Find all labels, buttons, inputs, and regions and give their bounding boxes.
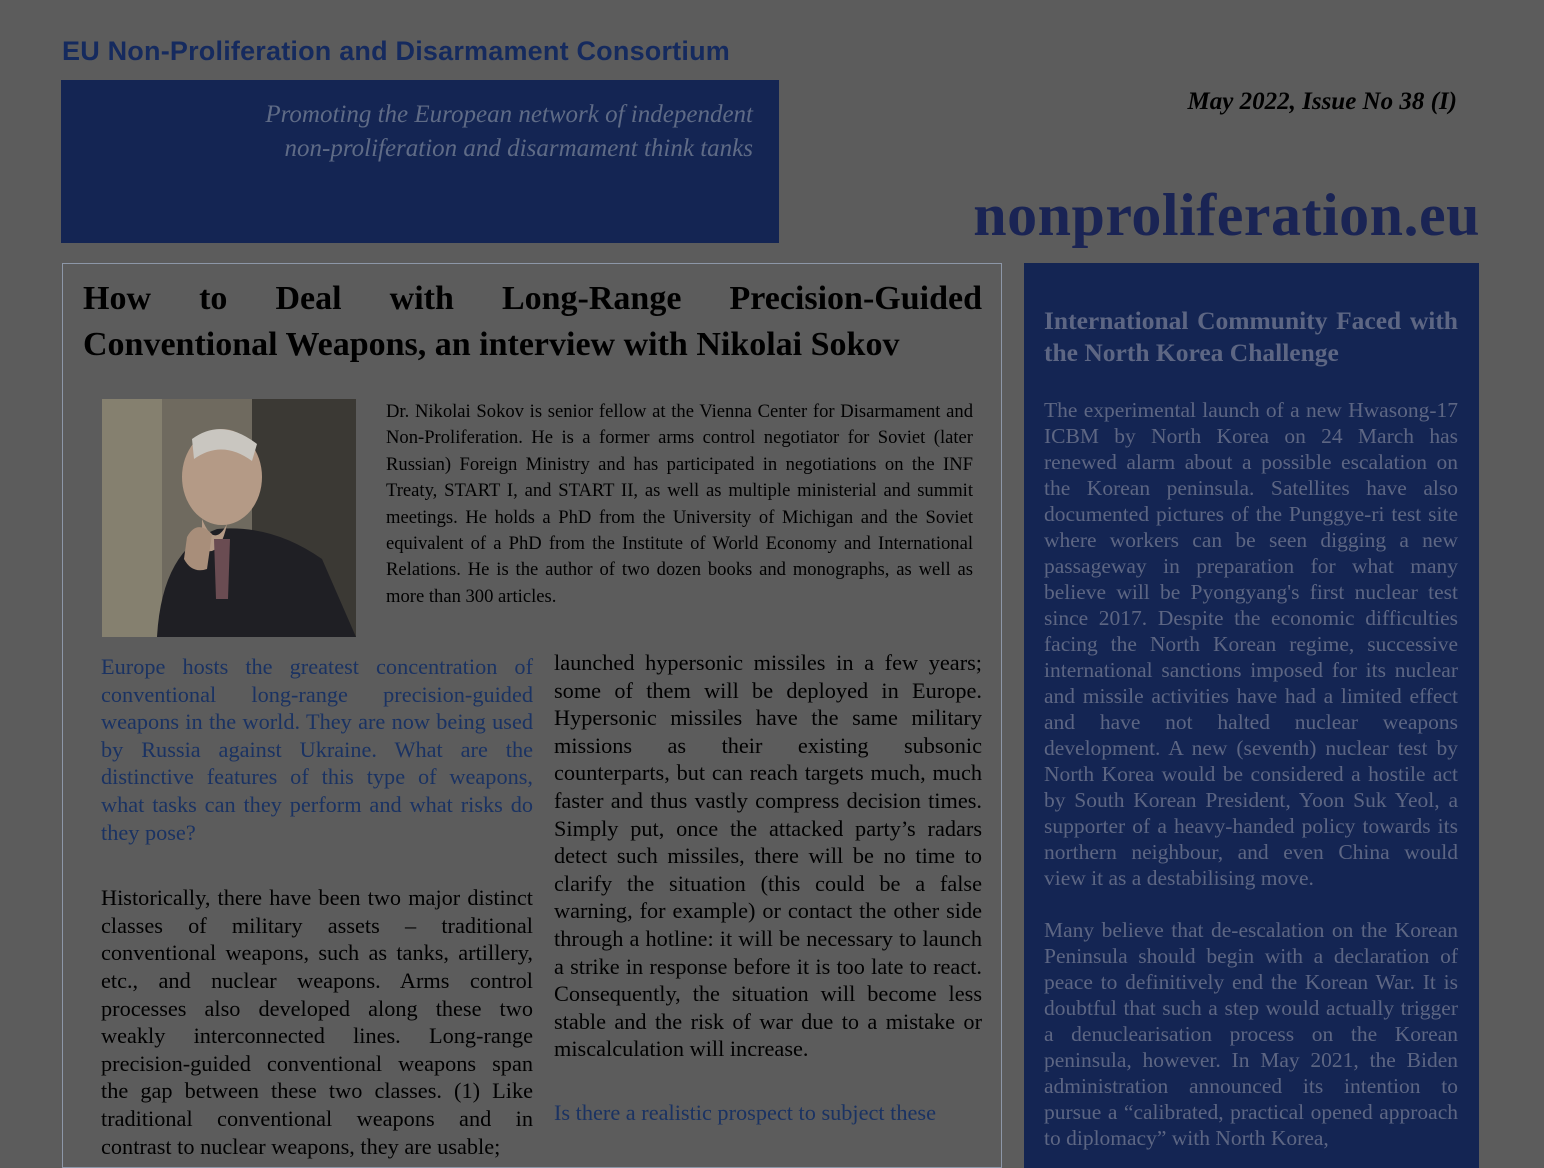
portrait-icon bbox=[102, 399, 356, 637]
issue-label: May 2022, Issue No 38 (I) bbox=[1187, 88, 1457, 115]
consortium-name: EU Non-Proliferation and Disarmament Consortium bbox=[62, 36, 730, 66]
site-logo[interactable]: nonproliferation.eu bbox=[973, 182, 1480, 248]
article-title: How to Deal with Long-Range Precision-Guided Conventional Weapons, an interview with Nikolai Sokov bbox=[83, 280, 982, 363]
sidebar-paragraph: Many believe that de-escalation on the Korean Peninsula should begin with a declaration of peace to definitively end the Korean War. It is doubtful that such a step would actually trigger a denuclearisation process on the Korean peninsula, however. In May 2021, the Biden administration announced its intention to pursue a “calibrated, practical opened approach to diplomacy” with North Korea, bbox=[1044, 918, 1458, 1150]
interview-answer-continued: launched hypersonic missiles in a few years; some of them will be deployed in Europe. Hypersonic missiles have the same military missions as their existing subsonic counterparts, but can reach targets much, much faster and thus vastly compress decision times. Simply put, once the attacked party’s radars detect such missiles, there will be no time to clarify the situation (this could be a false warning, for example) or contact the other side through a hotline: it will be necessary to launch a strike in response before it is too late to react. Consequently, the situation will become less stable and the risk of war due to a mistake or miscalculation will increase. bbox=[554, 650, 982, 1062]
interview-answer: Historically, there have been two major distinct classes of military assets – traditional conventional weapons, such as tanks, artillery, etc., and nuclear weapons. Arms control processes also developed along these two weakly interconnected lines. Long-range precision-guided conventional weapons span the gap between these two classes. (1) Like traditional conventional weapons and in contrast to nuclear weapons, they are usable; bbox=[101, 885, 533, 1159]
interview-question: Europe hosts the greatest concentration of conventional long-range precision-guided weapons in the world. They are now being used by Russia against Ukraine. What are the distinctive features of this type of weapons, what tasks can they perform and what risks do they pose? bbox=[101, 654, 533, 845]
main-article bbox=[62, 263, 1002, 1168]
article-column-left bbox=[101, 653, 533, 1160]
author-bio: Dr. Nikolai Sokov is senior fellow at the Vienna Center for Disarmament and Non-Proliferation. He is a former arms control negotiator for Soviet (later Russian) Foreign Ministry and has participated in negotiations on the INF Treaty, START I, and START II, as well as multiple ministerial and summit meetings. He holds a PhD from the University of Michigan and the Soviet equivalent of a PhD from the Institute of World Economy and International Relations. He is the author of two dozen books and monographs, as well as more than 300 articles. bbox=[386, 401, 973, 607]
sidebar-title: International Community Faced with the North Korea Challenge bbox=[1044, 306, 1458, 367]
article-column-right bbox=[554, 649, 982, 1127]
sidebar-article bbox=[1024, 263, 1479, 1168]
sidebar-paragraph: The experimental launch of a new Hwasong-17 ICBM by North Korea on 24 March has renewed alarm about a possible escalation on the Korean peninsula. Satellites have also documented pictures of the Punggye-ri test site where workers can be seen digging a new passageway in preparation for what many believe will be Pyongyang's first nuclear test since 2017. Despite the economic difficulties facing the North Korean regime, successive international sanctions imposed for its nuclear and missile activities have had a limited effect and have not halted nuclear weapons development. A new (seventh) nuclear test by North Korea would be considered a hostile act by South Korean President, Yoon Suk Yeol, a supporter of a heavy-handed policy towards its northern neighbour, and even China would view it as a destabilising move. bbox=[1044, 398, 1458, 890]
tagline-banner bbox=[61, 80, 779, 243]
tagline-line-1: Promoting the European network of independent bbox=[265, 101, 753, 128]
sidebar-body bbox=[1044, 397, 1458, 1151]
interview-question-2: Is there a realistic prospect to subject these bbox=[554, 1099, 936, 1125]
tagline-line-2: non-proliferation and disarmament think tanks bbox=[284, 135, 753, 162]
author-photo bbox=[102, 399, 356, 637]
